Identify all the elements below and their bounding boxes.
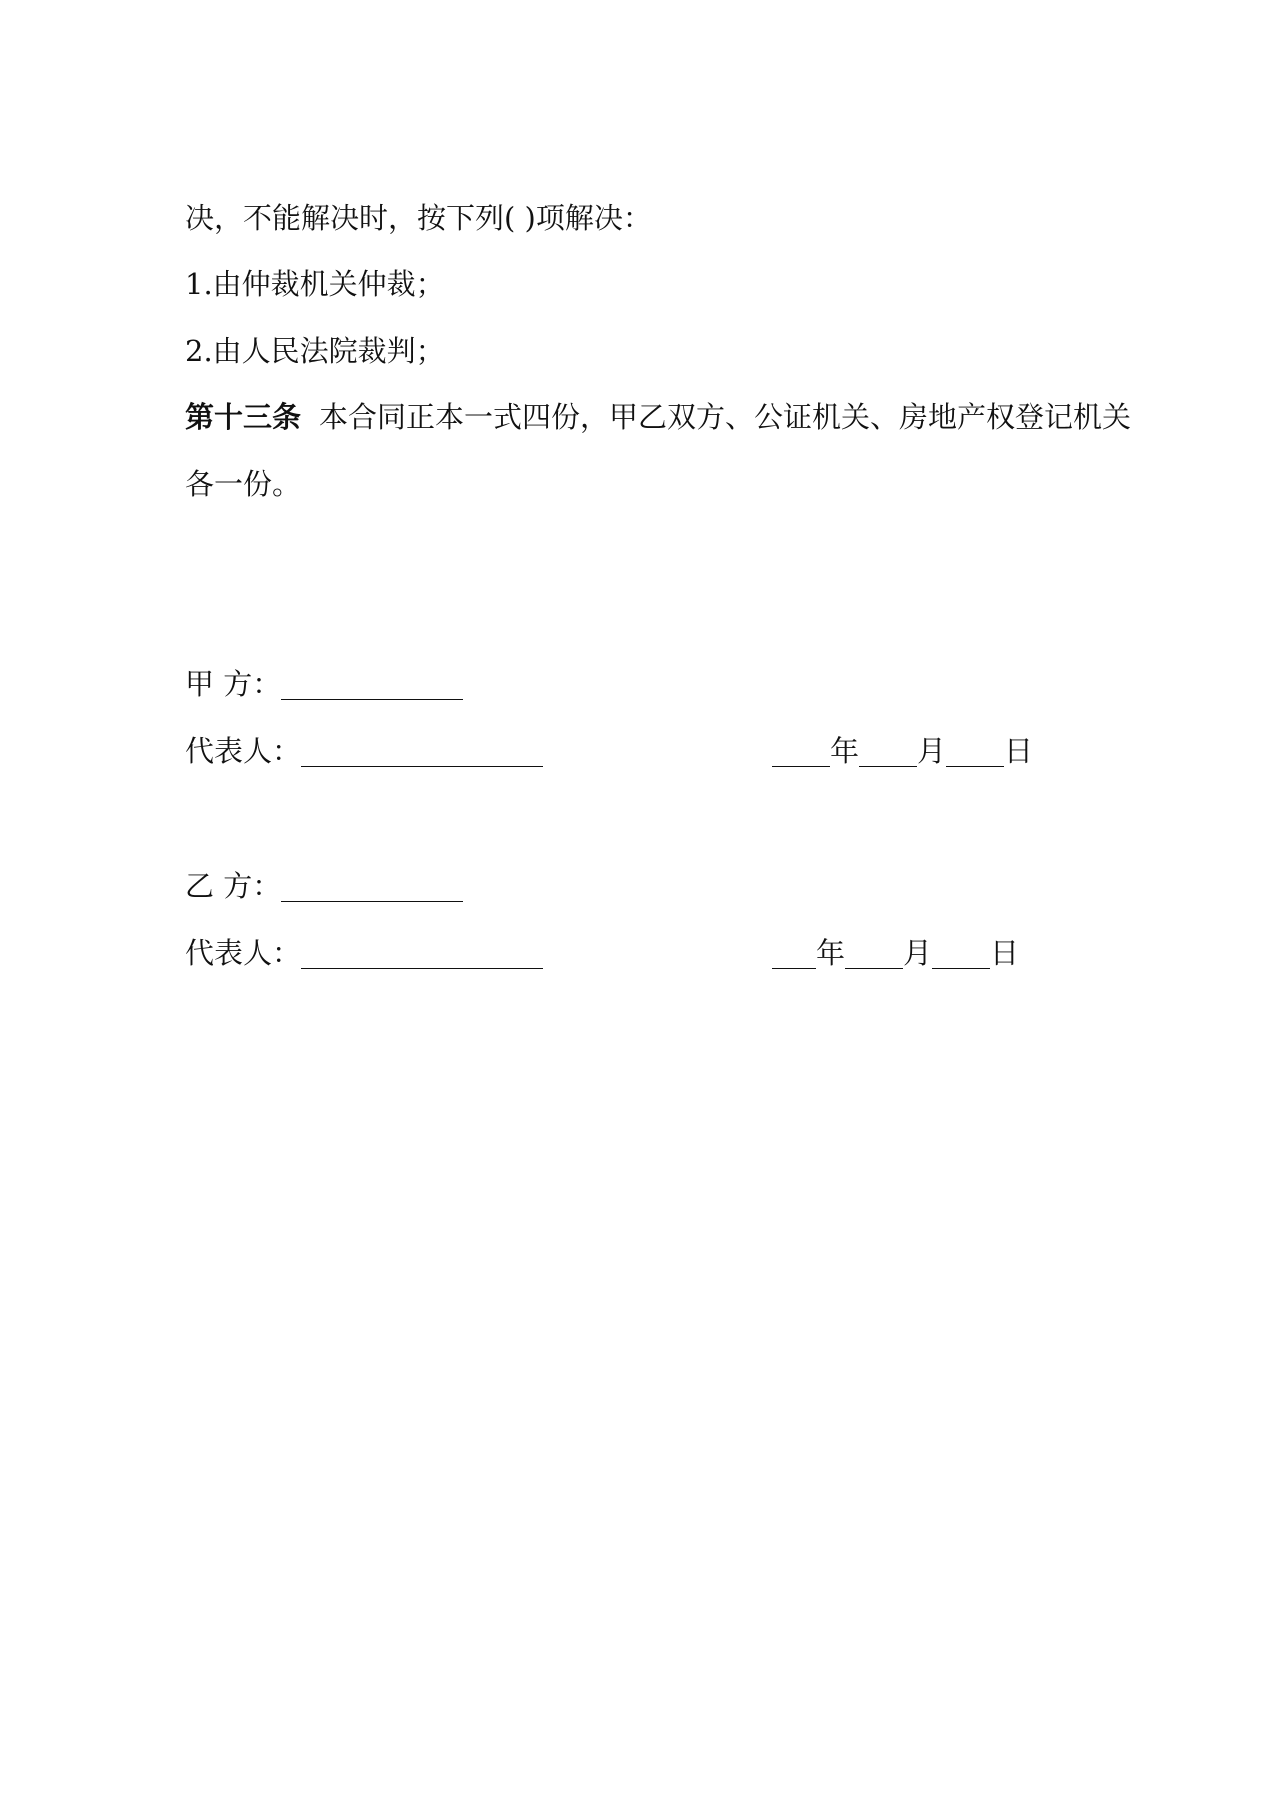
paragraph-dispute-resolution [185, 198, 652, 238]
option-text: 1.由仲裁机关仲裁； [185, 267, 445, 301]
party-b-year-blank[interactable] [772, 938, 816, 969]
article-13 [185, 397, 1131, 437]
month-label: 月 [903, 936, 933, 970]
party-b-date [772, 933, 1019, 973]
party-a-day-blank[interactable] [946, 736, 1004, 767]
article-13-label: 第十三条 [185, 400, 302, 434]
party-a-label: 甲 方： [185, 667, 282, 701]
party-b-rep-blank[interactable] [301, 938, 543, 969]
party-a-rep-label: 代表人： [185, 734, 302, 768]
month-label: 月 [917, 734, 947, 768]
day-label: 日 [1004, 734, 1034, 768]
party-b-representative-row [185, 933, 543, 973]
party-b-blank[interactable] [281, 871, 463, 902]
party-b-day-blank[interactable] [932, 938, 990, 969]
party-b-rep-label: 代表人： [185, 936, 302, 970]
party-a-representative-row [185, 731, 543, 771]
article-13-continued-text: 各一份。 [185, 467, 302, 501]
party-b-label: 乙 方： [185, 869, 282, 903]
party-a-row [185, 664, 463, 704]
year-label: 年 [830, 734, 860, 768]
option-text: 2.由人民法院裁判； [185, 334, 445, 368]
article-13-text: 本合同正本一式四份，甲乙双方、公证机关、房地产权登记机关 [319, 400, 1132, 434]
year-label: 年 [816, 936, 846, 970]
party-b-month-blank[interactable] [845, 938, 903, 969]
party-a-blank[interactable] [281, 669, 463, 700]
article-13-continued [185, 464, 301, 504]
party-a-rep-blank[interactable] [301, 736, 543, 767]
party-b-row [185, 866, 463, 906]
option-arbitration [185, 264, 445, 304]
party-a-year-blank[interactable] [772, 736, 830, 767]
option-court [185, 331, 445, 371]
party-a-date [772, 731, 1033, 771]
party-a-month-blank[interactable] [859, 736, 917, 767]
paragraph-text: 决，不能解决时，按下列( )项解决： [185, 201, 652, 235]
day-label: 日 [990, 936, 1020, 970]
